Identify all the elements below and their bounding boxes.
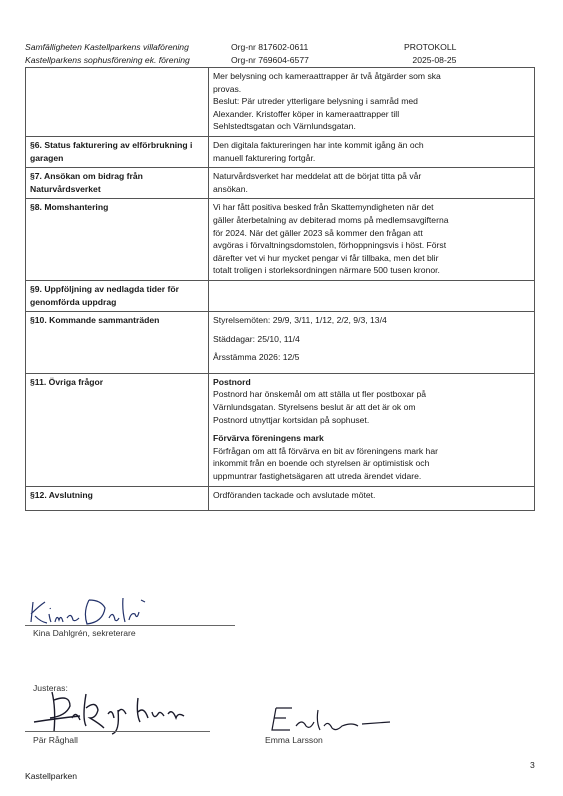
content-line: Värnlundsgatan. Styrelsens beslut är att det är ok om: [213, 402, 416, 413]
minutes-table: [25, 67, 535, 511]
header-orgnr1: Org-nr 817602-0611: [231, 42, 309, 52]
section-content: [209, 136, 535, 167]
header-doc-info: [404, 41, 456, 66]
content-line: avgöras i förvaltningsdomstolen, förhoppningsvis i höst. Först: [213, 240, 447, 251]
content-line: Årsstämma 2026: 12/5: [213, 352, 300, 363]
content-line: Förfrågan om att få förvärva en bit av föreningens mark har: [213, 445, 438, 456]
table-row: [26, 486, 535, 511]
header-org1: Samfälligheten Kastellparkens villaförening: [25, 42, 189, 52]
section-title: §12. Avslutning: [26, 486, 209, 511]
content-line: Beslut: Pär utreder ytterligare belysning i samråd med: [213, 96, 418, 107]
content-line: totalt troligen i storleksordningen närmare 500 tusen kronor.: [213, 265, 440, 276]
content-line: Postnord har önskemål om att ställa ut fler postboxar på: [213, 389, 427, 400]
spacer: [213, 364, 530, 370]
page-number: 3: [530, 760, 535, 770]
content-line: manuell fakturering fortgår.: [213, 152, 316, 163]
table-row: [26, 312, 535, 374]
content-line: därefter vet vi hur mycket pengar vi får tillbaka, men det blir: [213, 252, 439, 263]
table-row: [26, 373, 535, 486]
content-line: ansökan.: [213, 183, 248, 194]
content-line: provas.: [213, 83, 242, 94]
table-row: [26, 136, 535, 167]
section-title: [26, 68, 209, 137]
section-title: §10. Kommande sammanträden: [26, 312, 209, 374]
signature-line: [25, 625, 235, 626]
content-line: Alexander. Kristoffer köper in kameraattrapper till: [213, 108, 400, 119]
subheading: Postnord: [213, 376, 251, 387]
content-line: Ordföranden tackade och avslutade mötet.: [213, 489, 376, 500]
header-orgnr2: Org-nr 769604-6577: [231, 54, 309, 65]
footer-name: Kastellparken: [25, 771, 78, 781]
content-line: Sehlstedtsgatan och Värnlundsgatan.: [213, 121, 356, 132]
adjuster2-name: Emma Larsson: [265, 735, 323, 745]
table-row: [26, 280, 535, 311]
content-line: Naturvårdsverket har meddelat att de börjat titta på vår: [213, 171, 422, 182]
section-title: §7. Ansökan om bidrag från Naturvårdsverket: [26, 168, 209, 199]
header-date: 2025-08-25: [412, 54, 457, 65]
adjusted-label: Justeras:: [33, 683, 68, 693]
spacer: [213, 501, 530, 507]
section-content: [209, 199, 535, 281]
content-line: gäller återbetalning av debiterad moms på medlemsavgifterna: [213, 214, 449, 225]
secretary-name: Kina Dahlgrén, sekreterare: [33, 628, 136, 638]
content-line: Styrelsemöten: 29/9, 3/11, 1/12, 2/2, 9/3, 13/4: [213, 315, 387, 326]
section-content: [209, 168, 535, 199]
section-content: [209, 312, 535, 374]
signature-line: [25, 731, 210, 732]
content-line: för 2024. När det gäller 2023 så kommer den frågan att: [213, 227, 423, 238]
section-title: §8. Momshantering: [26, 199, 209, 281]
header-organizations: [25, 41, 190, 66]
section-content: [209, 373, 535, 486]
section-content: [209, 68, 535, 137]
table-row: [26, 199, 535, 281]
subheading: Förvärva föreningens mark: [213, 433, 324, 444]
content-line: Mer belysning och kameraattrapper är två åtgärder som ska: [213, 71, 441, 81]
section-title: §9. Uppföljning av nedlagda tider för genomförda uppdrag: [26, 280, 209, 311]
adjuster2-signature: [262, 704, 402, 736]
adjuster1-signature: [30, 688, 205, 736]
adjuster1-name: Pär Råghall: [33, 735, 78, 745]
content-line: inkommit från en boende och styrelsen är optimistisk och: [213, 458, 430, 469]
section-content: [209, 486, 535, 511]
content-line: Städdagar: 25/10, 11/4: [213, 333, 300, 344]
content-line: Den digitala faktureringen har inte kommit igång än och: [213, 139, 424, 150]
section-title: §11. Övriga frågor: [26, 373, 209, 486]
section-title: §6. Status fakturering av elförbrukning i garagen: [26, 136, 209, 167]
header-orgnumbers: [231, 41, 309, 66]
header-org2: Kastellparkens sophusförening ek. förening: [25, 54, 190, 65]
section-content: [209, 280, 535, 311]
table-row: [26, 68, 535, 137]
header-doc-type: PROTOKOLL: [404, 42, 457, 52]
table-row: [26, 168, 535, 199]
content-line: uppmuntrar fastighetsägaren att utreda ärendet vidare.: [213, 471, 422, 482]
content-line: Vi har fått positiva besked från Skattemyndigheten när det: [213, 202, 434, 213]
content-line: Postnord utnyttjar kortsidan på sophuset.: [213, 414, 370, 425]
